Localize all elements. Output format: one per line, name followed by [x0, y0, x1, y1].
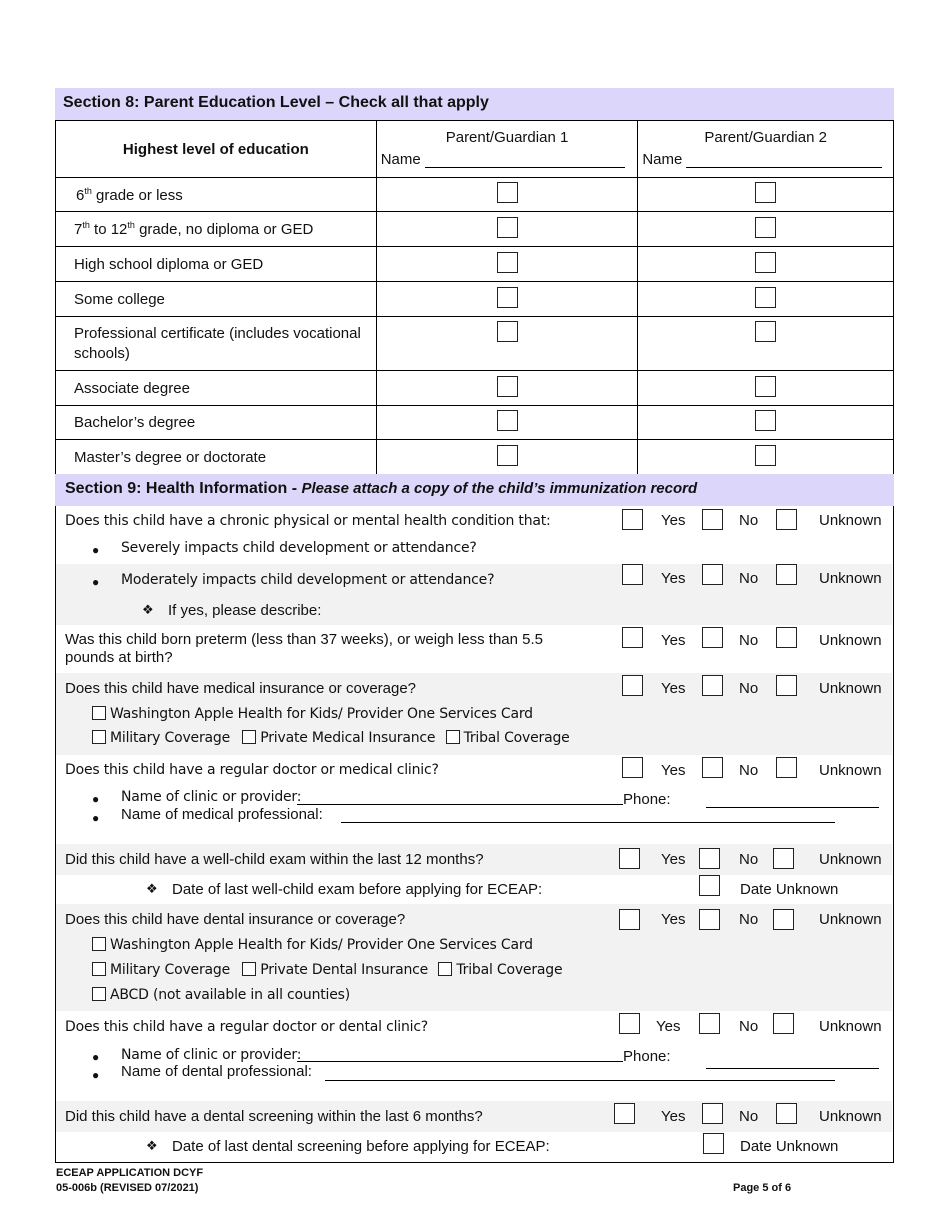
dentist-no-checkbox[interactable]	[699, 1013, 720, 1034]
edu-row-master: Master’s degree or doctorate	[56, 440, 377, 475]
bullet-icon: ●	[92, 543, 100, 557]
q-dentist: Does this child have a regular doctor or dental clinic?	[65, 1019, 429, 1035]
den-apple-checkbox[interactable]	[92, 937, 106, 951]
edu-row-some-college: Some college	[56, 282, 377, 317]
med-military-checkbox[interactable]	[92, 730, 106, 744]
q-chronic: Does this child have a chronic physical or mental health condition that:	[65, 513, 551, 529]
form-number-footer: 05-006b (REVISED 07/2021)	[56, 1182, 199, 1194]
denins-unknown-checkbox[interactable]	[773, 909, 794, 930]
g2-checkbox-7th-12th[interactable]	[755, 217, 776, 238]
chronic-unknown-checkbox[interactable]	[776, 509, 797, 530]
edu-row-bachelor: Bachelor’s degree	[56, 406, 377, 440]
den-private-checkbox[interactable]	[242, 962, 256, 976]
guardian1-name-label: Name	[380, 151, 421, 168]
q-dental-insurance: Does this child have dental insurance or coverage?	[65, 911, 406, 928]
den-military-checkbox[interactable]	[92, 962, 106, 976]
med-apple-checkbox[interactable]	[92, 706, 106, 720]
moderate-no-checkbox[interactable]	[702, 564, 723, 585]
edu-row-7th-12th: 7th to 12th grade, no diploma or GED	[56, 212, 377, 247]
edu-row-highschool: High school diploma or GED	[56, 247, 377, 282]
clinic-phone-field[interactable]	[706, 807, 879, 808]
g1-checkbox-professional[interactable]	[497, 321, 518, 342]
education-col-header: Highest level of education	[56, 121, 377, 178]
screening-unknown-checkbox[interactable]	[776, 1103, 797, 1124]
q-wellchild: Did this child have a well-child exam within the last 12 months?	[65, 851, 484, 868]
denins-yes-checkbox[interactable]	[619, 909, 640, 930]
bullet-icon: ●	[92, 792, 100, 806]
dentist-unknown-checkbox[interactable]	[773, 1013, 794, 1034]
bullet-icon: ●	[92, 1050, 100, 1064]
denins-no-checkbox[interactable]	[699, 909, 720, 930]
g1-checkbox-6th[interactable]	[497, 182, 518, 203]
g2-checkbox-bachelor[interactable]	[755, 410, 776, 431]
g2-checkbox-master[interactable]	[755, 445, 776, 466]
screening-no-checkbox[interactable]	[702, 1103, 723, 1124]
preterm-no-checkbox[interactable]	[702, 627, 723, 648]
bullet-icon: ●	[92, 1068, 100, 1082]
moderate-unknown-checkbox[interactable]	[776, 564, 797, 585]
g2-checkbox-some-college[interactable]	[755, 287, 776, 308]
den-apple-label: Washington Apple Health for Kids/ Provider One Services Card	[110, 937, 533, 953]
den-abcd-checkbox[interactable]	[92, 987, 106, 1001]
wellchild-yes-checkbox[interactable]	[619, 848, 640, 869]
medins-yes-checkbox[interactable]	[622, 675, 643, 696]
g1-checkbox-7th-12th[interactable]	[497, 217, 518, 238]
g2-checkbox-highschool[interactable]	[755, 252, 776, 273]
doctor-yes-checkbox[interactable]	[622, 757, 643, 778]
preterm-unknown-checkbox[interactable]	[776, 627, 797, 648]
q-preterm: Was this child born preterm (less than 37 weeks), or weigh less than 5.5 pounds at birth?	[65, 631, 543, 666]
health-info-panel: Does this child have a chronic physical or mental health condition that: Yes No Unknown ● Severely impacts child development or attendance? ● Moderately impacts child development or attendance? Yes No Unknown ❖ If yes, please describe: Was this child born preterm (less than 37 weeks), or weigh less than 5.5 pounds at birth? Yes No Unknown Does this child have medical insurance or coverage? Yes No Unknown Washington Apple Health for Kids/ Provider One Services Card Military Coverage Private Medical Insurance Tribal Coverage Does this child have a regular doctor or medical clinic? Yes No Unknown ● Name of clinic or provider: Phone: ● Name of medical professional: Did this child have a well-child exam within the last 12 months? Yes No Unknown ❖ Date of last well-child exam before applying for ECEAP: Date Unknown Does this child have dental insurance or coverage? Yes No Unknown Washington Apple Health for Kids/ Provider One Services Card Military Coverage Private Dental Insurance Tribal Coverage ABCD (not available in all counties) Does this child have a regular doctor or dental clinic? Yes No Unknown ● Name of clinic or provider: Phone: ● Name of dental professional: Did this child have a dental screening within the last 6 months? Yes No Unknown ❖ Date of last dental screening before applying for ECEAP: Date Unknown	[55, 506, 894, 1163]
medical-professional-field[interactable]	[341, 822, 835, 823]
diamond-bullet-icon: ❖	[146, 1138, 158, 1153]
g1-checkbox-some-college[interactable]	[497, 287, 518, 308]
q-severe: Severely impacts child development or attendance?	[121, 540, 477, 556]
wellchild-unknown-checkbox[interactable]	[773, 848, 794, 869]
doctor-no-checkbox[interactable]	[702, 757, 723, 778]
medins-unknown-checkbox[interactable]	[776, 675, 797, 696]
g2-checkbox-6th[interactable]	[755, 182, 776, 203]
dental-date-unknown-checkbox[interactable]	[703, 1133, 724, 1154]
q-doctor: Does this child have a regular doctor or medical clinic?	[65, 762, 439, 778]
med-tribal-checkbox[interactable]	[446, 730, 460, 744]
clinic-name-field[interactable]	[297, 804, 623, 805]
section-8-header: Section 8: Parent Education Level – Check all that apply	[55, 88, 894, 120]
moderate-yes-checkbox[interactable]	[622, 564, 643, 585]
den-tribal-checkbox[interactable]	[438, 962, 452, 976]
guardian1-header: Parent/Guardian 1	[445, 129, 569, 146]
q-describe: If yes, please describe:	[168, 602, 322, 619]
doctor-unknown-checkbox[interactable]	[776, 757, 797, 778]
chronic-yes-checkbox[interactable]	[622, 509, 643, 530]
dental-professional-field[interactable]	[325, 1080, 835, 1081]
preterm-yes-checkbox[interactable]	[622, 627, 643, 648]
medins-no-checkbox[interactable]	[702, 675, 723, 696]
form-title-footer: ECEAP APPLICATION DCYF	[56, 1167, 204, 1179]
bullet-icon: ●	[92, 575, 100, 589]
dental-clinic-phone-field[interactable]	[706, 1068, 879, 1069]
g2-checkbox-professional[interactable]	[755, 321, 776, 342]
edu-row-associate: Associate degree	[56, 371, 377, 406]
diamond-bullet-icon: ❖	[142, 602, 154, 617]
wellchild-date-unknown-checkbox[interactable]	[699, 875, 720, 896]
med-apple-label: Washington Apple Health for Kids/ Provider One Services Card	[110, 706, 533, 722]
chronic-no-checkbox[interactable]	[702, 509, 723, 530]
g2-checkbox-associate[interactable]	[755, 376, 776, 397]
wellchild-no-checkbox[interactable]	[699, 848, 720, 869]
med-private-checkbox[interactable]	[242, 730, 256, 744]
q-dental-screening: Did this child have a dental screening within the last 6 months?	[65, 1108, 483, 1125]
diamond-bullet-icon: ❖	[146, 881, 158, 896]
section-9-header: Section 9: Health Information - Please attach a copy of the child’s immunization record	[55, 474, 894, 506]
dental-clinic-name-field[interactable]	[297, 1061, 623, 1062]
page-number: Page 5 of 6	[733, 1182, 792, 1194]
guardian2-header: Parent/Guardian 2	[704, 129, 827, 146]
g1-checkbox-bachelor[interactable]	[497, 410, 518, 431]
guardian2-name-label: Name	[642, 151, 683, 168]
guardian1-name-field[interactable]	[425, 154, 625, 168]
guardian2-name-field[interactable]	[686, 154, 882, 168]
q-medical-insurance: Does this child have medical insurance or coverage?	[65, 680, 417, 697]
g1-checkbox-highschool[interactable]	[497, 252, 518, 273]
edu-row-6th: 6th grade or less	[56, 178, 377, 212]
education-table	[55, 120, 894, 475]
section-9-subtitle: Please attach a copy of the child’s immunization record	[301, 480, 698, 497]
dentist-yes-checkbox[interactable]	[619, 1013, 640, 1034]
edu-row-professional: Professional certificate (includes vocational schools)	[56, 317, 377, 371]
g1-checkbox-master[interactable]	[497, 445, 518, 466]
q-moderate: Moderately impacts child development or attendance?	[121, 572, 495, 588]
g1-checkbox-associate[interactable]	[497, 376, 518, 397]
bullet-icon: ●	[92, 811, 100, 825]
screening-yes-checkbox[interactable]	[614, 1103, 635, 1124]
